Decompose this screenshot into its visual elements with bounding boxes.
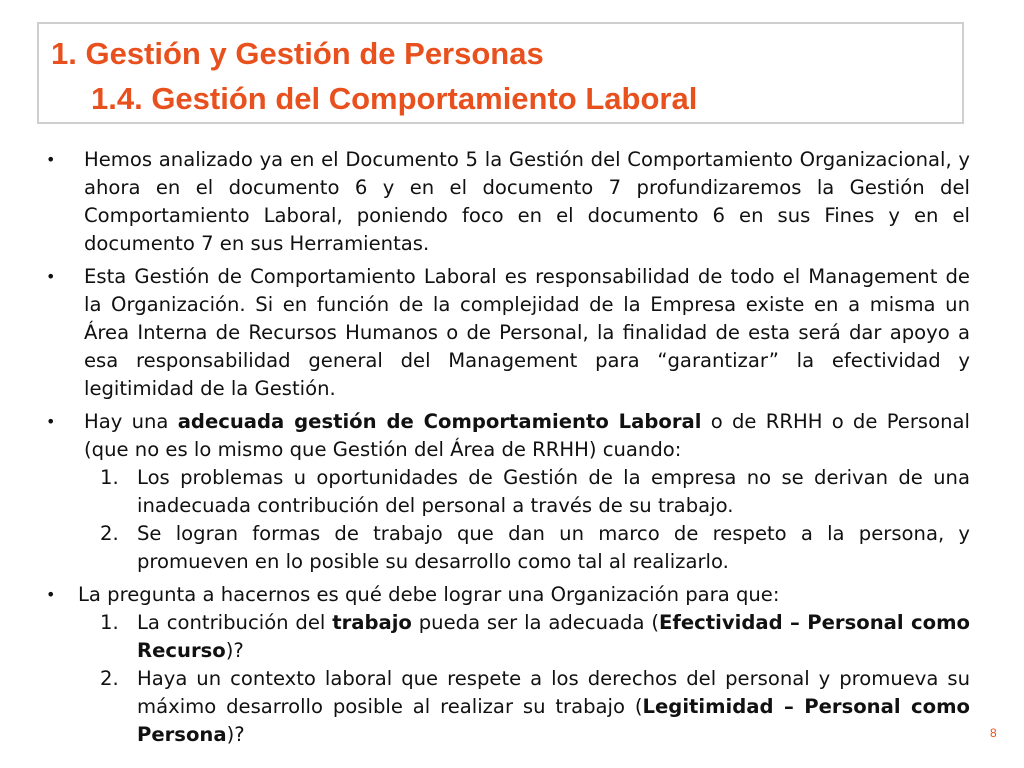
bullet-text: Hemos analizado ya en el Documento 5 la Gestión del Comportamiento Organizacional, y ahora en el documento 6 y en el documento 7 profundizaremos la Gestión del Comportamiento Laboral, poniendo foco en el documento 6 en sus Fines y en el documento 7 en sus Herramientas. [84,148,970,255]
item-text-bold: Legitimidad – Personal como Persona [137,695,970,746]
item-text: Los problemas u oportunidades de Gestión de la empresa no se derivan de una inadecuada contribución del personal a través de su trabajo. [137,466,970,517]
item-number: 1. [100,611,119,634]
bullet-glyph: • [46,267,56,286]
item-text-mid: pueda ser la adecuada ( [411,611,659,634]
item-text-post: )? [226,723,245,746]
item-text-bold: Efectividad – Personal como Recurso [137,611,970,662]
item-text-post: )? [225,639,244,662]
slide-body [40,146,970,749]
bullet-glyph: • [46,412,56,431]
item-text-pre: Haya un contexto laboral que respete a los derechos del personal y promueva su máximo desarrollo posible al realizar su trabajo ( [137,667,970,718]
bullet-item [40,263,970,403]
bullet-text: La pregunta a hacernos es qué debe lograr una Organización para que: [78,583,780,606]
bullet-text-post: o de RRHH o de Personal (que no es lo mismo que Gestión del Área de RRHH) cuando: [84,410,970,461]
numbered-item [40,609,970,665]
bullet-item [40,581,970,609]
bullet-text-pre: Hay una [84,410,178,433]
numbered-item [40,520,970,576]
bullet-text-bold: adecuada gestión de Comportamiento Laboral [177,410,702,433]
item-number: 2. [100,522,119,545]
item-text-pre: La contribución del [137,611,333,634]
slide-title: 1. Gestión y Gestión de Personas [51,36,544,71]
slide-subtitle: 1.4. Gestión del Comportamiento Laboral [91,81,698,116]
bullet-item [40,146,970,258]
bullet-text: Esta Gestión de Comportamiento Laboral es responsabilidad de todo el Management de la Organización. Si en función de la complejidad de la Empresa existe en a misma un Área Interna de Recursos Humanos o de Personal, la finalidad de esta será dar apoyo a esa responsabilidad general del Management para “garantizar” la efectividad y legitimidad de la Gestión. [84,265,970,400]
item-text: Se logran formas de trabajo que dan un marco de respeto a la persona, y promueven en lo posible su desarrollo como tal al realizarlo. [137,522,970,573]
page-number: 8 [990,726,997,740]
item-text-bold: trabajo [332,611,412,634]
bullet-glyph: • [46,585,56,604]
bullet-glyph: • [46,150,56,169]
numbered-item [40,464,970,520]
title-box [37,22,964,124]
item-number: 2. [100,667,119,690]
numbered-item [40,665,970,749]
bullet-item [40,408,970,464]
item-number: 1. [100,466,119,489]
